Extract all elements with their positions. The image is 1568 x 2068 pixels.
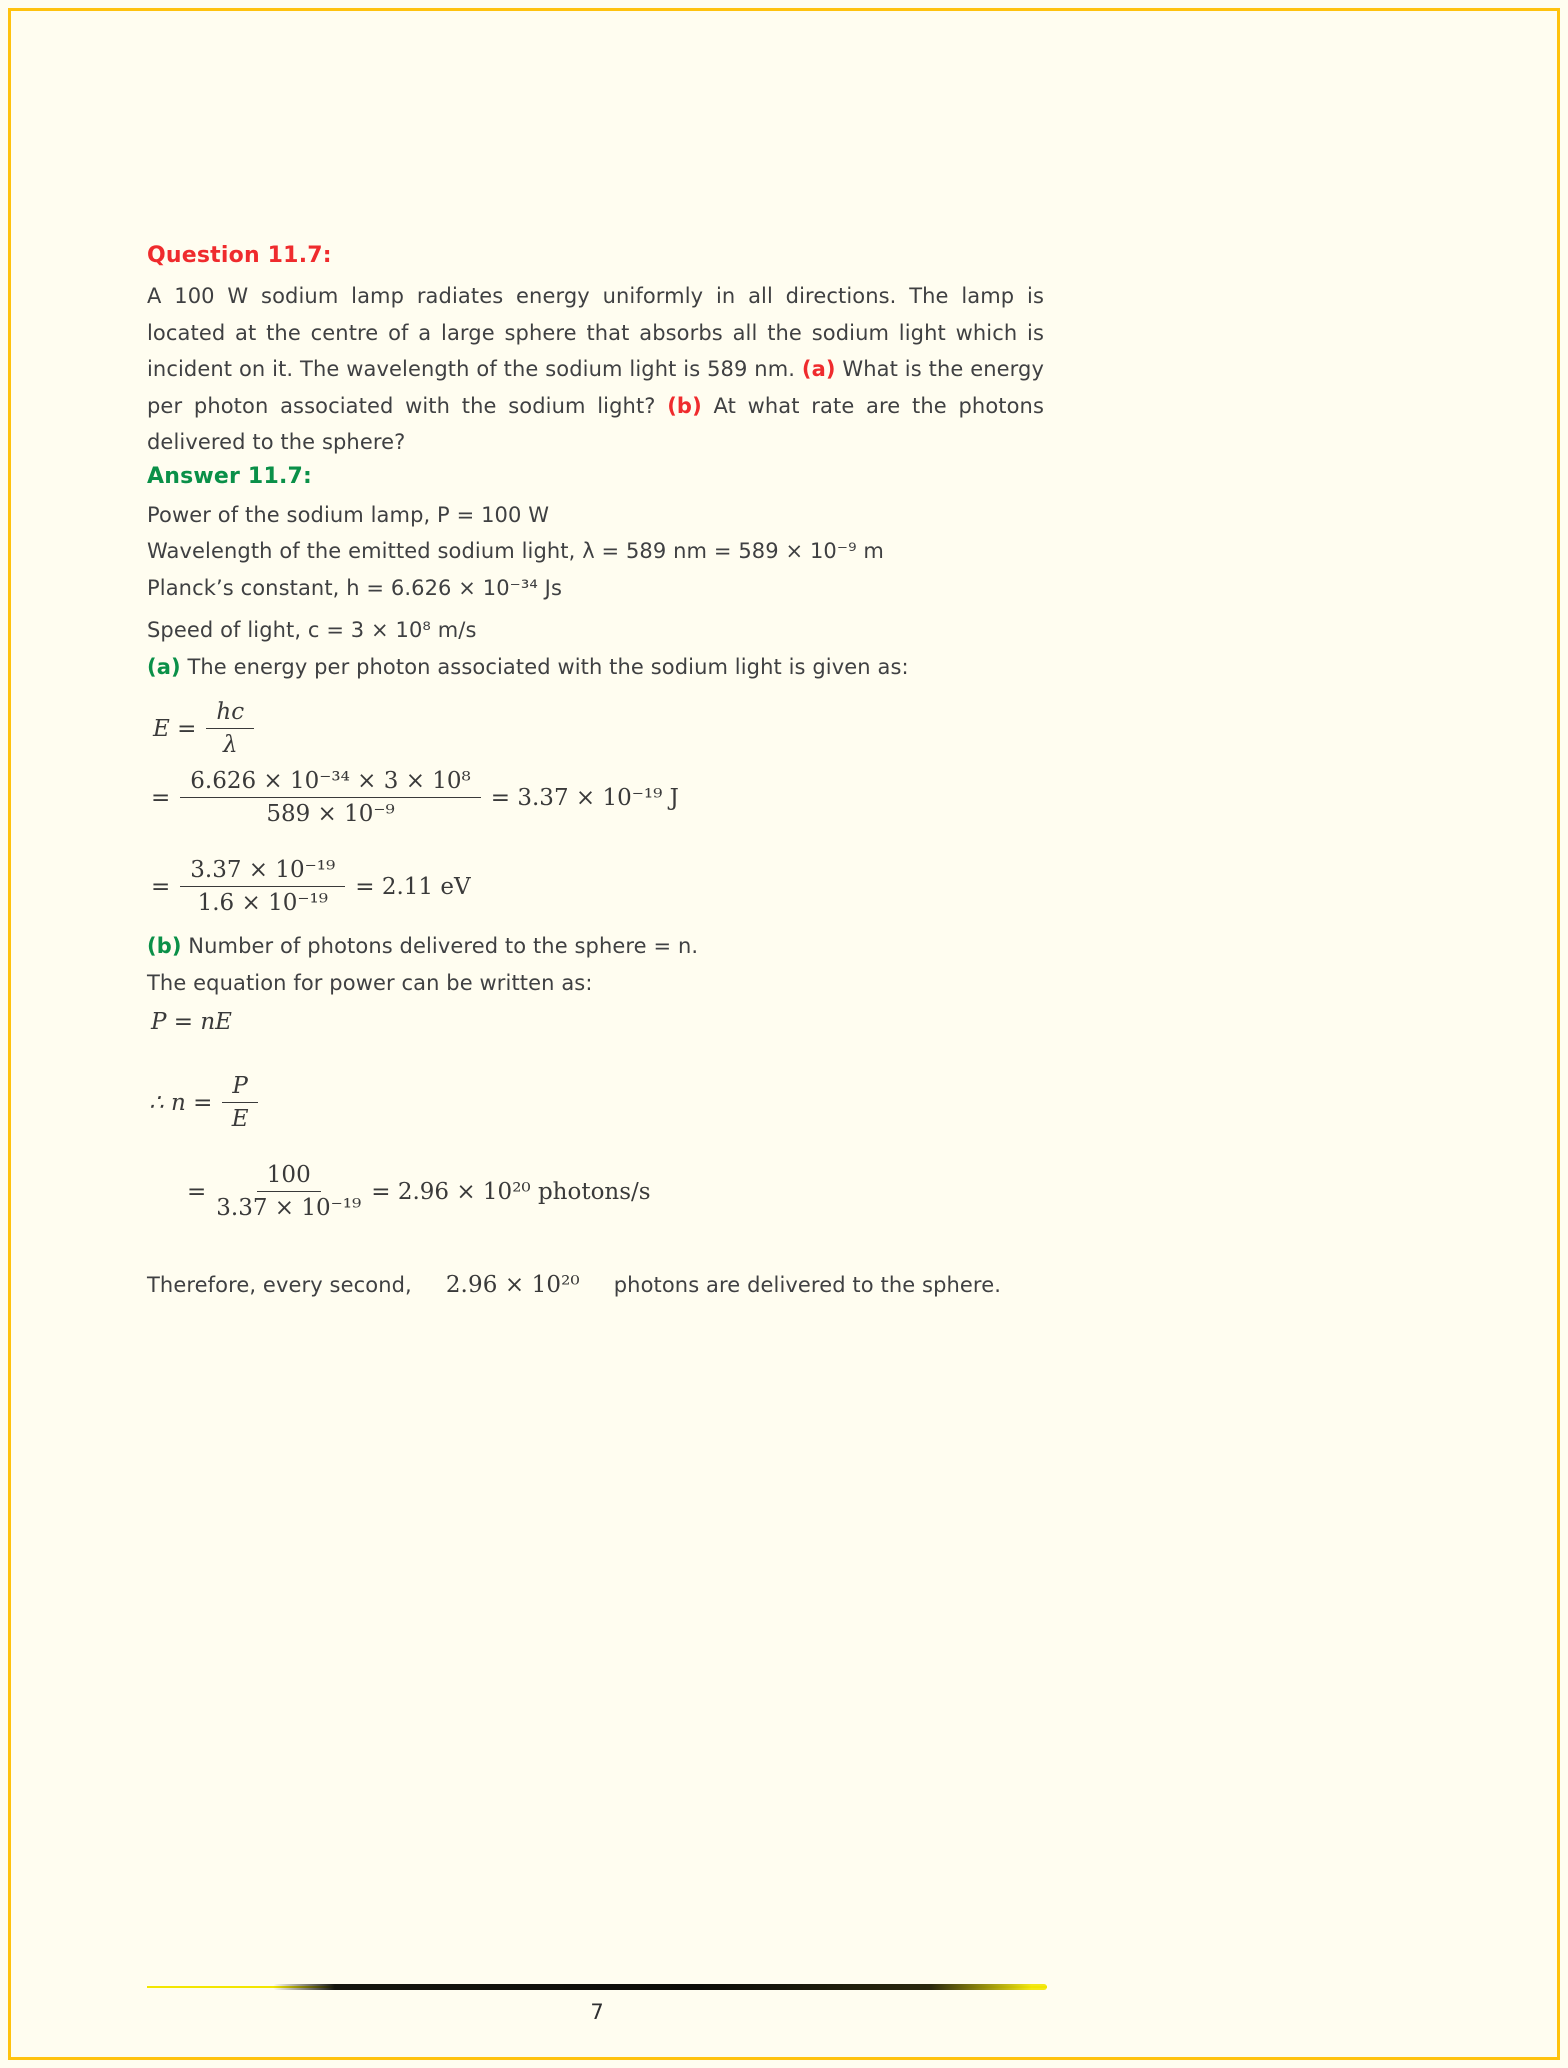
conclusion-line	[147, 1267, 1044, 1304]
part-b-label: (b)	[147, 934, 182, 958]
given-wavelength-line: Wavelength of the emitted sodium light, λ = 589 nm = 589 × 10⁻⁹ m	[147, 539, 884, 563]
math-lhs: =	[151, 784, 171, 811]
answer-heading: Answer 11.7:	[147, 463, 313, 489]
fraction-denominator: λ	[222, 732, 238, 758]
fraction-denominator: 3.37 × 10⁻¹⁹	[216, 1195, 362, 1221]
conclusion-text: photons are delivered to the sphere.	[613, 1273, 1001, 1297]
part-a-label: (a)	[147, 654, 181, 679]
question-text: A 100 W sodium lamp radiates energy uniformly in all directions. The lamp is located at the centre of a large sphere that absorbs all the sodium light which is incident on it. The wavelength of the sodium light is 589 nm.	[147, 284, 1044, 381]
formula-power-equation	[151, 1009, 1044, 1035]
fraction-numerator: 3.37 × 10⁻¹⁹	[180, 857, 345, 887]
part-a-label: (a)	[801, 357, 836, 381]
question-text: What is the energy per photon associated with the sodium light?	[147, 357, 1044, 418]
page-content	[147, 0, 1044, 1304]
question-text: At what rate are the photons delivered to the sphere?	[147, 393, 1044, 454]
fraction-numerator: 6.626 × 10⁻³⁴ × 3 × 10⁸	[180, 768, 481, 798]
given-power-line: Power of the sodium lamp, P = 100 W	[147, 502, 550, 527]
part-a-text: The energy per photon associated with the sodium light is given as:	[180, 654, 909, 679]
fraction	[180, 857, 345, 916]
math-lhs: E =	[153, 715, 197, 742]
fraction	[216, 1162, 361, 1221]
given-planck-line: Planck’s constant, h = 6.626 × 10⁻³⁴ Js	[147, 575, 562, 600]
math-rhs: = 2.11 eV	[355, 873, 471, 900]
fraction-denominator: E	[231, 1106, 249, 1132]
fraction	[206, 699, 254, 758]
fraction-numerator: P	[222, 1073, 257, 1103]
formula-energy-value-ev	[151, 857, 1044, 916]
part-b-text: Number of photons delivered to the sphere = n.	[181, 934, 699, 958]
question-paragraph	[147, 278, 1044, 461]
math-lhs: =	[187, 1178, 207, 1205]
page-footer	[147, 1984, 1047, 2024]
fraction-numerator: hc	[206, 699, 254, 729]
math-expression: P = nE	[151, 1009, 232, 1035]
fraction	[180, 768, 481, 827]
question-heading: Question 11.7:	[147, 243, 332, 268]
power-equation-intro-line: The equation for power can be written as:	[147, 970, 593, 995]
page-number: 7	[590, 2000, 604, 2024]
decorative-divider	[147, 1984, 1047, 1990]
fraction-denominator: 589 × 10⁻⁹	[266, 801, 395, 827]
part-b-label: (b)	[667, 393, 702, 418]
conclusion-math-value: 2.96 × 10²⁰	[445, 1272, 580, 1298]
fraction-denominator: 1.6 × 10⁻¹⁹	[197, 890, 328, 916]
conclusion-text: Therefore, every second,	[147, 1273, 412, 1297]
divider-black-lens	[273, 1984, 1047, 1990]
math-rhs: = 2.96 × 10²⁰ photons/s	[371, 1178, 651, 1205]
formula-energy-definition	[153, 699, 1044, 758]
formula-energy-value-joules	[151, 768, 1044, 827]
math-rhs: = 3.37 × 10⁻¹⁹ J	[490, 784, 679, 811]
formula-photon-rate	[187, 1162, 1044, 1221]
fraction	[222, 1073, 257, 1132]
part-b-intro-line	[147, 928, 1044, 965]
part-a-intro-line	[147, 649, 1044, 686]
formula-n-definition	[149, 1073, 1044, 1132]
given-speed-line: Speed of light, c = 3 × 10⁸ m/s	[147, 618, 477, 642]
math-lhs: =	[151, 873, 171, 900]
math-lhs: ∴ n =	[149, 1089, 213, 1116]
fraction-numerator: 100	[257, 1162, 321, 1192]
